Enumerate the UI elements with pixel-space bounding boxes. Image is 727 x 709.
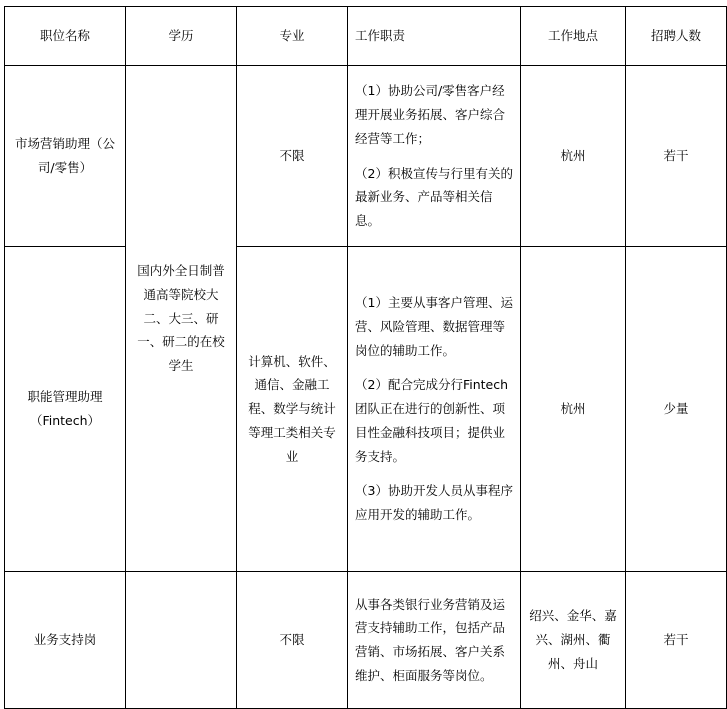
duty-item: （1）协助公司/零售客户经理开展业务拓展、客户综合经营等工作；	[355, 83, 506, 146]
column-header-major: 专业	[237, 7, 348, 66]
table-header	[5, 7, 727, 66]
column-header-count: 招聘人数	[626, 7, 727, 66]
cell-major: 不限	[237, 572, 348, 709]
cell-duties	[348, 572, 521, 709]
table-row	[5, 572, 727, 709]
cell-major: 计算机、软件、通信、金融工程、数学与统计等理工类相关专业	[237, 247, 348, 572]
cell-location: 杭州	[521, 247, 626, 572]
table-row	[5, 247, 727, 572]
cell-location: 绍兴、金华、嘉兴、湖州、衢州、舟山	[521, 572, 626, 709]
column-header-education: 学历	[126, 7, 237, 66]
cell-major: 不限	[237, 66, 348, 247]
column-header-location: 工作地点	[521, 7, 626, 66]
table-row	[5, 66, 727, 247]
cell-duties	[348, 247, 521, 572]
duty-item: （2）配合完成分行Fintech团队正在进行的创新性、项目性金融科技项目；提供业务支持。	[355, 377, 509, 464]
column-header-duties: 工作职责	[348, 7, 521, 66]
table-body	[5, 66, 727, 709]
column-header-title: 职位名称	[5, 7, 126, 66]
cell-education	[126, 572, 237, 709]
cell-education: 国内外全日制普通高等院校大二、大三、研一、研二的在校学生	[126, 66, 237, 572]
cell-count: 若干	[626, 572, 727, 709]
job-positions-table	[4, 6, 727, 709]
duty-item: （1）主要从事客户管理、运营、风险管理、数据管理等岗位的辅助工作。	[355, 295, 513, 358]
duty-item: 从事各类银行业务营销及运营支持辅助工作，包括产品营销、市场拓展、客户关系维护、柜面服务等岗位。	[355, 596, 506, 683]
cell-count: 少量	[626, 247, 727, 572]
cell-position-title: 市场营销助理（公司/零售）	[5, 66, 126, 247]
duty-item: （2）积极宣传与行里有关的最新业务、产品等相关信息。	[355, 165, 513, 228]
cell-position-title: 业务支持岗	[5, 572, 126, 709]
cell-duties	[348, 66, 521, 247]
cell-location: 杭州	[521, 66, 626, 247]
cell-count: 若干	[626, 66, 727, 247]
cell-position-title: 职能管理助理（Fintech）	[5, 247, 126, 572]
duty-item: （3）协助开发人员从事程序应用开发的辅助工作。	[355, 483, 513, 523]
table-header-row	[5, 7, 727, 66]
